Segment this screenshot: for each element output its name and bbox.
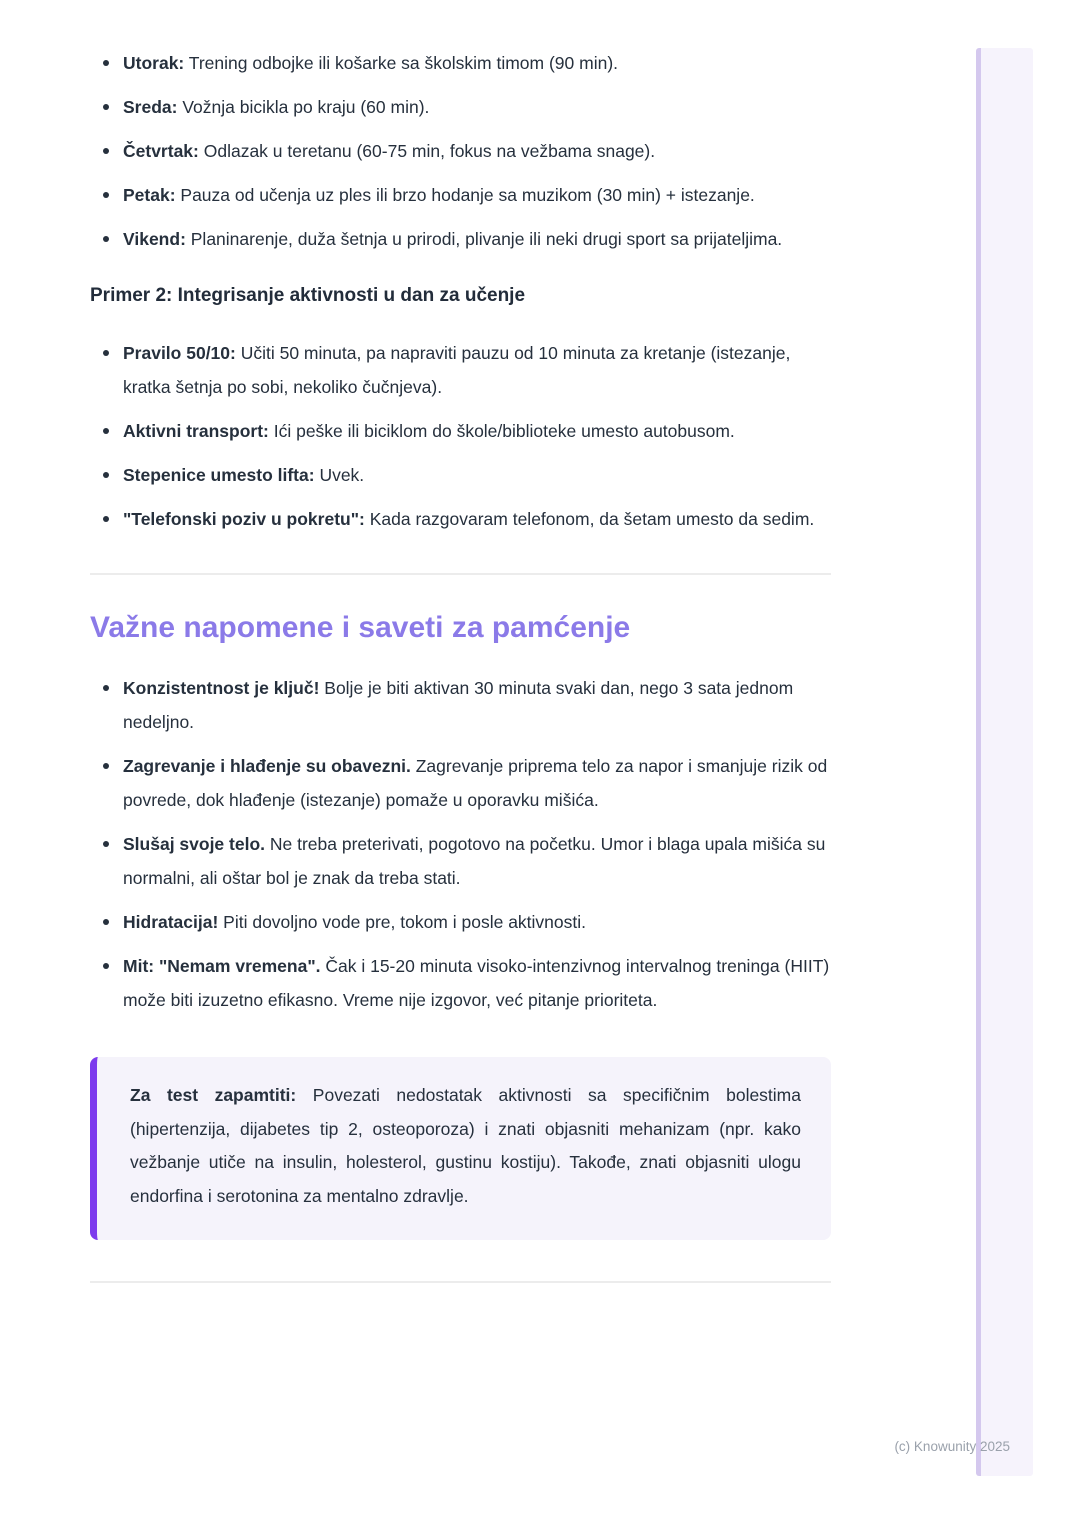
list-item-text: Vožnja bicikla po kraju (60 min).	[177, 97, 430, 117]
list-item-lead: Četvrtak:	[123, 141, 199, 161]
list-item-text: Bolje je biti aktivan 30 minuta svaki dan, nego 3 sata jednom nedeljno.	[123, 678, 794, 732]
list-item-text: Trening odbojke ili košarke sa školskim timom (90 min).	[184, 53, 619, 73]
list-item	[123, 90, 831, 124]
list-item-lead: Sreda:	[123, 97, 178, 117]
bottom-divider	[90, 1281, 831, 1283]
test-callout-box	[90, 1057, 831, 1240]
scrollbar-track[interactable]	[976, 48, 1033, 1476]
list-item-lead: Hidratacija!	[123, 912, 219, 932]
list-item-lead: Zagrevanje i hlađenje su obavezni.	[123, 756, 411, 776]
callout-text: Povezati nedostatak aktivnosti sa specifičnim bolestima (hipertenzija, dijabetes tip 2, osteoporoza) i znati objasniti mehanizam (npr. kako vežbanje utiče na insulin, holesterol, gustinu kostiju). Takođe, znati objasniti ulogu endorfina i serotonina za mentalno zdravlje.	[130, 1085, 801, 1206]
list-item-text: Piti dovoljno vode pre, tokom i posle aktivnosti.	[218, 912, 587, 932]
list-item-lead: Utorak:	[123, 53, 185, 73]
list-item	[123, 749, 831, 817]
copyright-footer: (c) Knowunity 2025	[894, 1439, 1010, 1454]
list-item	[123, 46, 831, 80]
list-item-text: Kada razgovaram telefonom, da šetam umesto da sedim.	[364, 509, 815, 529]
list-item-text: Čak i 15-20 minuta visoko-intenzivnog intervalnog treninga (HIIT) može biti izuzetno efikasno. Vreme nije izgovor, već pitanje prioriteta.	[123, 956, 830, 1010]
list-item-lead: Pravilo 50/10:	[123, 343, 236, 363]
list-item-text: Uvek.	[314, 465, 365, 485]
list-item-text: Ići peške ili biciklom do škole/biblioteke umesto autobusom.	[268, 421, 735, 441]
list-item	[123, 827, 831, 895]
napomene-list	[90, 671, 831, 1017]
list-item-lead: Konzistentnost je ključ!	[123, 678, 320, 698]
list-item	[123, 222, 831, 256]
section-divider	[90, 573, 831, 575]
list-item-lead: Petak:	[123, 185, 176, 205]
list-item	[123, 905, 831, 939]
list-item-text: Pauza od učenja uz ples ili brzo hodanje sa muzikom (30 min) + istezanje.	[175, 185, 755, 205]
callout-paragraph	[130, 1079, 801, 1213]
primer2-heading: Primer 2: Integrisanje aktivnosti u dan za učenje	[90, 285, 526, 306]
list-item-lead: Stepenice umesto lifta:	[123, 465, 315, 485]
list-item	[123, 134, 831, 168]
document-page	[90, 0, 831, 1283]
list-item	[123, 178, 831, 212]
list-item-lead: "Telefonski poziv u pokretu":	[123, 509, 365, 529]
list-item	[123, 671, 831, 739]
list-item-text: Zagrevanje priprema telo za napor i smanjuje rizik od povrede, dok hlađenje (istezanje) pomaže u oporavku mišića.	[123, 756, 828, 810]
weekly-plan-list	[90, 46, 831, 256]
primer2-list	[90, 336, 831, 536]
list-item-lead: Aktivni transport:	[123, 421, 269, 441]
list-item	[123, 949, 831, 1017]
list-item-lead: Vikend:	[123, 229, 186, 249]
list-item	[123, 414, 831, 448]
list-item	[123, 336, 831, 404]
list-item	[123, 458, 831, 492]
list-item-text: Učiti 50 minuta, pa napraviti pauzu od 10 minuta za kretanje (istezanje, kratka šetnja po sobi, nekoliko čučnjeva).	[123, 343, 791, 397]
list-item	[123, 502, 831, 536]
list-item-text: Odlazak u teretanu (60-75 min, fokus na vežbama snage).	[198, 141, 656, 161]
napomene-heading: Važne napomene i saveti za pamćenje	[90, 611, 631, 644]
list-item-text: Planinarenje, duža šetnja u prirodi, plivanje ili neki drugi sport sa prijateljima.	[185, 229, 783, 249]
list-item-lead: Slušaj svoje telo.	[123, 834, 265, 854]
list-item-text: Ne treba preterivati, pogotovo na početku. Umor i blaga upala mišića su normalni, ali oštar bol je znak da treba stati.	[123, 834, 826, 888]
callout-lead: Za test zapamtiti:	[130, 1085, 297, 1105]
list-item-lead: Mit: "Nemam vremena".	[123, 956, 321, 976]
